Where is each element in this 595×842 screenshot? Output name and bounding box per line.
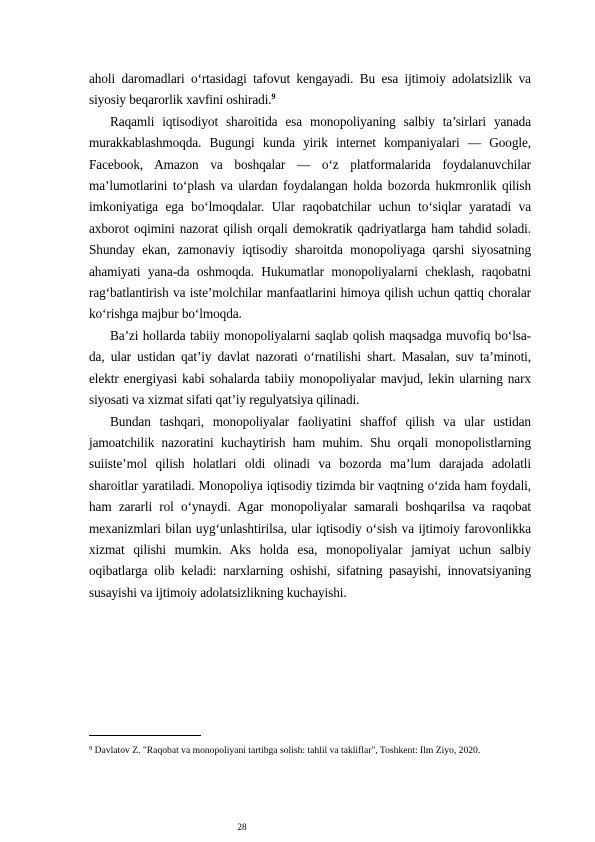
- paragraph-1: [89, 68, 531, 111]
- paragraph-3: Ba’zi hollarda tabiiy monopoliyalarni saqlab qolish maqsadga muvofiq bo‘lsa-da, ular ustidan qat’iy davlat nazorati o‘rnatilishi shart. Masalan, suv ta’minoti, elektr energiyasi kabi sohalarda tabiiy monopoliyalar mavjud, lekin ularning narx siyosati va xizmat sifati qat’iy regulyatsiya qilinadi.: [89, 327, 531, 408]
- body-text: [89, 68, 531, 603]
- paragraph-2: Raqamli iqtisodiyot sharoitida esa monopoliyaning salbiy ta’sirlari yanada murakkablashmoqda. Bugungi kunda yirik internet kompaniyalari — Google, Facebook, Amazon va boshqalar — o‘z platformalarida foydalanuvchilar ma’lumotlarini to‘plash va ulardan foydalangan holda bozorda hukmronlik qilish imkoniyatiga ega bo‘lmoqdalar. Ular raqobatchilar uchun to‘siqlar yaratadi va axborot oqimini nazorat qilish orqali demokratik qadriyatlarga ham tahdid soladi. Shunday ekan, zamonaviy iqtisodiy sharoitda monopoliyaga qarshi siyosatning ahamiyati yana-da oshmoqda. Hukumatlar monopoliyalarni cheklash, raqobatni rag‘batlantirish va iste’molchilar manfaatlarini himoya qilish uchun qattiq choralar ko‘rishga majbur bo‘lmoqda.: [89, 113, 531, 322]
- paragraph-4: Bundan tashqari, monopoliyalar faoliyatini shaffof qilish va ular ustidan jamoatchilik nazoratini kuchaytirish ham muhim. Shu orqali monopolistlarning suiiste’mol qilish holatlari oldi olinadi va bozorda ma’lum darajada adolatli sharoitlar yaratiladi. Monopoliya iqtisodiy tizimda bir vaqtning o‘zida ham foydali, ham zararli rol o‘ynaydi. Agar monopoliyalar samarali boshqarilsa va raqobat mexanizmlari bilan uyg‘unlashtirilsa, ular iqtisodiy o‘sish va ijtimoiy farovonlikka xizmat qilishi mumkin. Aks holda esa, monopoliyalar jamiyat uchun salbiy oqibatlarga olib keladi: narxlarning oshishi, sifatning pasayishi, innovatsiyaning susayishi va ijtimoiy adolatsizlikning kuchayishi.: [89, 413, 531, 600]
- footnote-text: Davlatov Z. "Raqobat va monopoliyani tartibga solish: tahlil va takliflar", Toshkent: Ilm Ziyo, 2020.: [92, 745, 481, 756]
- footnote-marker: 9: [89, 745, 93, 752]
- page-number: 28: [237, 823, 247, 833]
- footnote: [89, 741, 529, 761]
- paragraph-1-text: aholi daromadlari o‘rtasidagi tafovut kengayadi. Bu esa ijtimoiy adolatsizlik va siyosiy beqarorlik xavfini oshiradi.: [89, 71, 531, 108]
- footnote-separator: [89, 735, 201, 736]
- footnote-reference[interactable]: 9: [271, 92, 276, 102]
